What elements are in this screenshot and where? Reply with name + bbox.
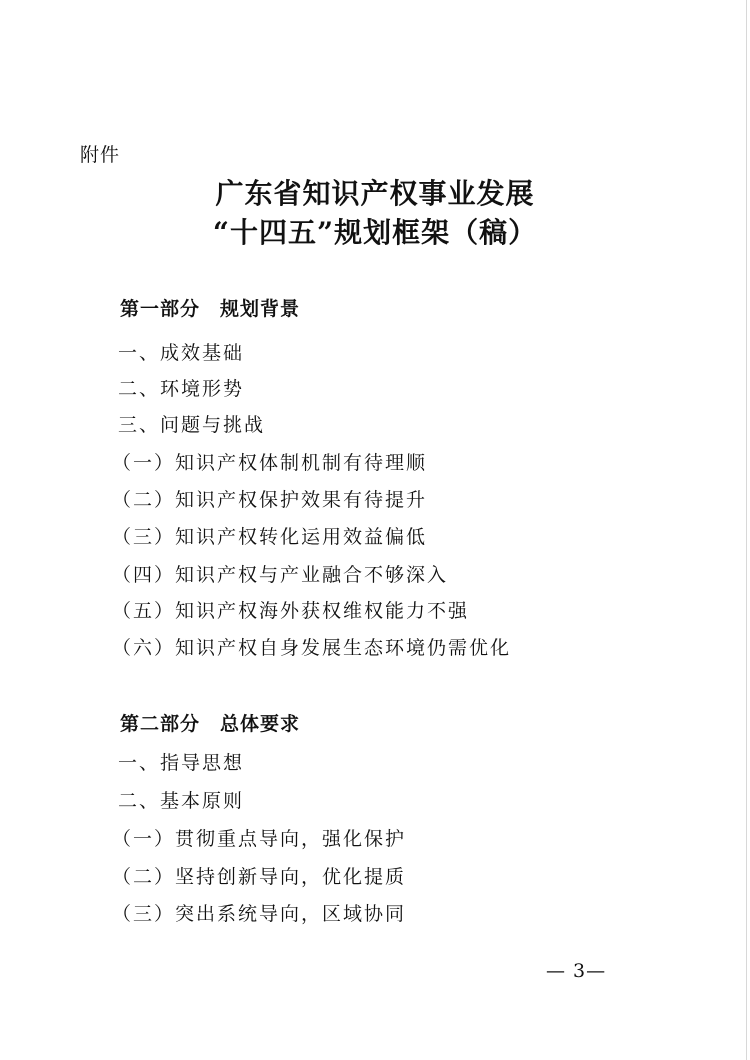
document-title-line-1: 广东省知识产权事业发展 bbox=[215, 177, 535, 210]
outline-subitem: （五）知识产权海外获权维权能力不强 bbox=[112, 600, 470, 622]
outline-item: 二、环境形势 bbox=[118, 378, 245, 400]
outline-subitem: （一）知识产权体制机制有待理顺 bbox=[112, 452, 428, 474]
part-1-heading: 第一部分 规划背景 bbox=[120, 298, 301, 320]
attachment-label: 附件 bbox=[80, 144, 121, 166]
outline-subitem: （六）知识产权自身发展生态环境仍需优化 bbox=[112, 637, 512, 659]
outline-item: 一、成效基础 bbox=[118, 342, 245, 364]
outline-item: 二、基本原则 bbox=[118, 790, 245, 812]
outline-subitem: （三）突出系统导向，区域协同 bbox=[112, 903, 407, 925]
outline-subitem: （二）知识产权保护效果有待提升 bbox=[112, 489, 428, 511]
part-2-heading: 第二部分 总体要求 bbox=[120, 713, 301, 735]
page-edge bbox=[746, 0, 747, 1060]
outline-subitem: （三）知识产权转化运用效益偏低 bbox=[112, 526, 428, 548]
outline-subitem: （二）坚持创新导向，优化提质 bbox=[112, 866, 407, 888]
document-title-line-2: “十四五”规划框架（稿） bbox=[212, 216, 538, 249]
outline-subitem: （四）知识产权与产业融合不够深入 bbox=[112, 564, 449, 586]
page-number: — 3— bbox=[546, 960, 607, 982]
outline-item: 一、指导思想 bbox=[118, 752, 245, 774]
outline-item: 三、问题与挑战 bbox=[118, 414, 266, 436]
outline-subitem: （一）贯彻重点导向，强化保护 bbox=[112, 828, 407, 850]
